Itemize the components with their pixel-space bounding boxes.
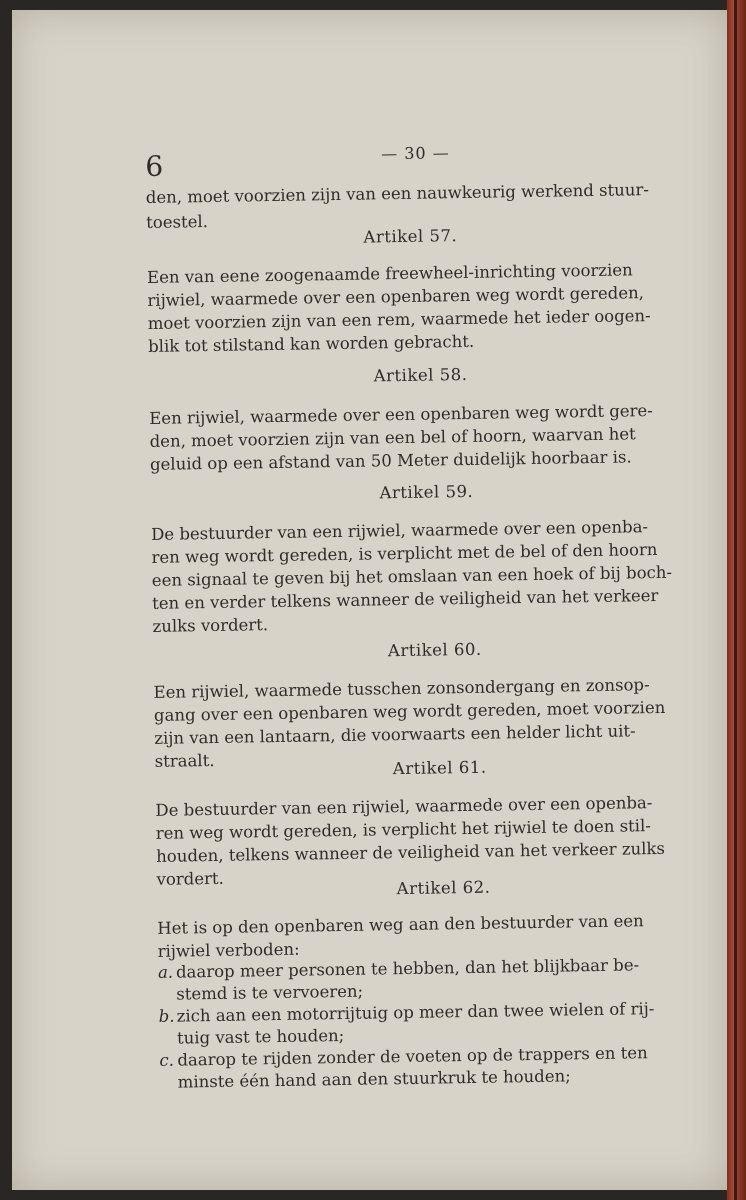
article-line: houden, telkens wanneer de veiligheid van het verkeer zulks [156,838,666,866]
article-heading: Artikel 58. [373,364,468,386]
list-marker: c. [159,1050,175,1070]
book-edge-stripe [734,0,737,1200]
list-text: stemd is te vervoeren; [176,981,364,1004]
article-line: een signaal te geven bij het omslaan van een hoek of bij boch- [151,562,673,590]
article-line: gang over een openbaren weg wordt gereden, moet voorzien [153,697,666,725]
article-line: den, moet voorzien zijn van een bel of hoorn, waarvan het [149,424,636,451]
article-line: vordert. [156,868,224,889]
article-heading: Artikel 61. [392,757,487,779]
intro-line: den, moet voorzien zijn van een nauwkeurig werkend stuur- [145,180,650,207]
article-line: geluid op een afstand van 50 Meter duidelijk hoorbaar is. [149,447,632,474]
article-line: straalt. [154,750,215,771]
article-heading: Artikel 59. [379,481,474,503]
article-line: ten en verder telkens wanneer de veiligheid van het verkeer [152,585,659,613]
article-heading: Artikel 62. [396,877,491,899]
article-line: zijn van een lantaarn, die voorwaarts een helder licht uit- [154,721,636,748]
article-line: rijwiel, waarmede over een openbaren weg wordt gereden, [147,283,645,310]
page-number: — 30 — [381,143,450,164]
article-line: ren weg wordt gereden, is verplicht het rijwiel te doen stil- [155,816,651,843]
article-line: Een rijwiel, waarmede over een openbaren weg wordt gere- [149,401,653,428]
article-line: Het is op den openbaren weg aan den bestuurder van een [157,911,644,938]
sheet-number: 6 [145,149,164,183]
list-marker: a. [157,962,174,982]
list-text: daarop te rijden zonder de voeten op de trappers en ten [177,1043,648,1070]
article-heading: Artikel 57. [363,226,458,247]
list-item [159,1026,344,1048]
list-item [158,982,363,1004]
article-line: Een van eene zoogenaamde freewheel-inrichting voorzien [146,260,633,287]
list-text: minste één hand aan den stuurkruk te houden; [177,1066,571,1092]
list-marker: b. [158,1006,175,1026]
article-line: Een rijwiel, waarmede tusschen zonsondergang en zonsop- [153,675,650,702]
article-line: moet voorzien zijn van een rem, waarmede het ieder oogen- [147,306,651,333]
article-line: zulks vordert. [152,615,269,636]
article-line: De bestuurder van een rijwiel, waarmede over een openba- [155,793,653,820]
article-line: blik tot stilstand kan worden gebracht. [148,331,475,356]
article-line: ren weg wordt gereden, is verplicht met de bel of den hoorn [151,540,658,567]
article-line: De bestuurder van een rijwiel, waarmede over een openba- [150,517,649,544]
article-line: rijwiel verboden: [157,939,300,961]
article-heading: Artikel 60. [387,639,482,661]
intro-line: toestel. [146,212,209,232]
list-text: daarop meer personen te hebben, dan het blijkbaar be- [175,955,640,982]
list-text: tuig vast te houden; [176,1025,345,1048]
list-text: zich aan een motorrijtuig op meer dan twee wielen of rij- [176,999,655,1026]
